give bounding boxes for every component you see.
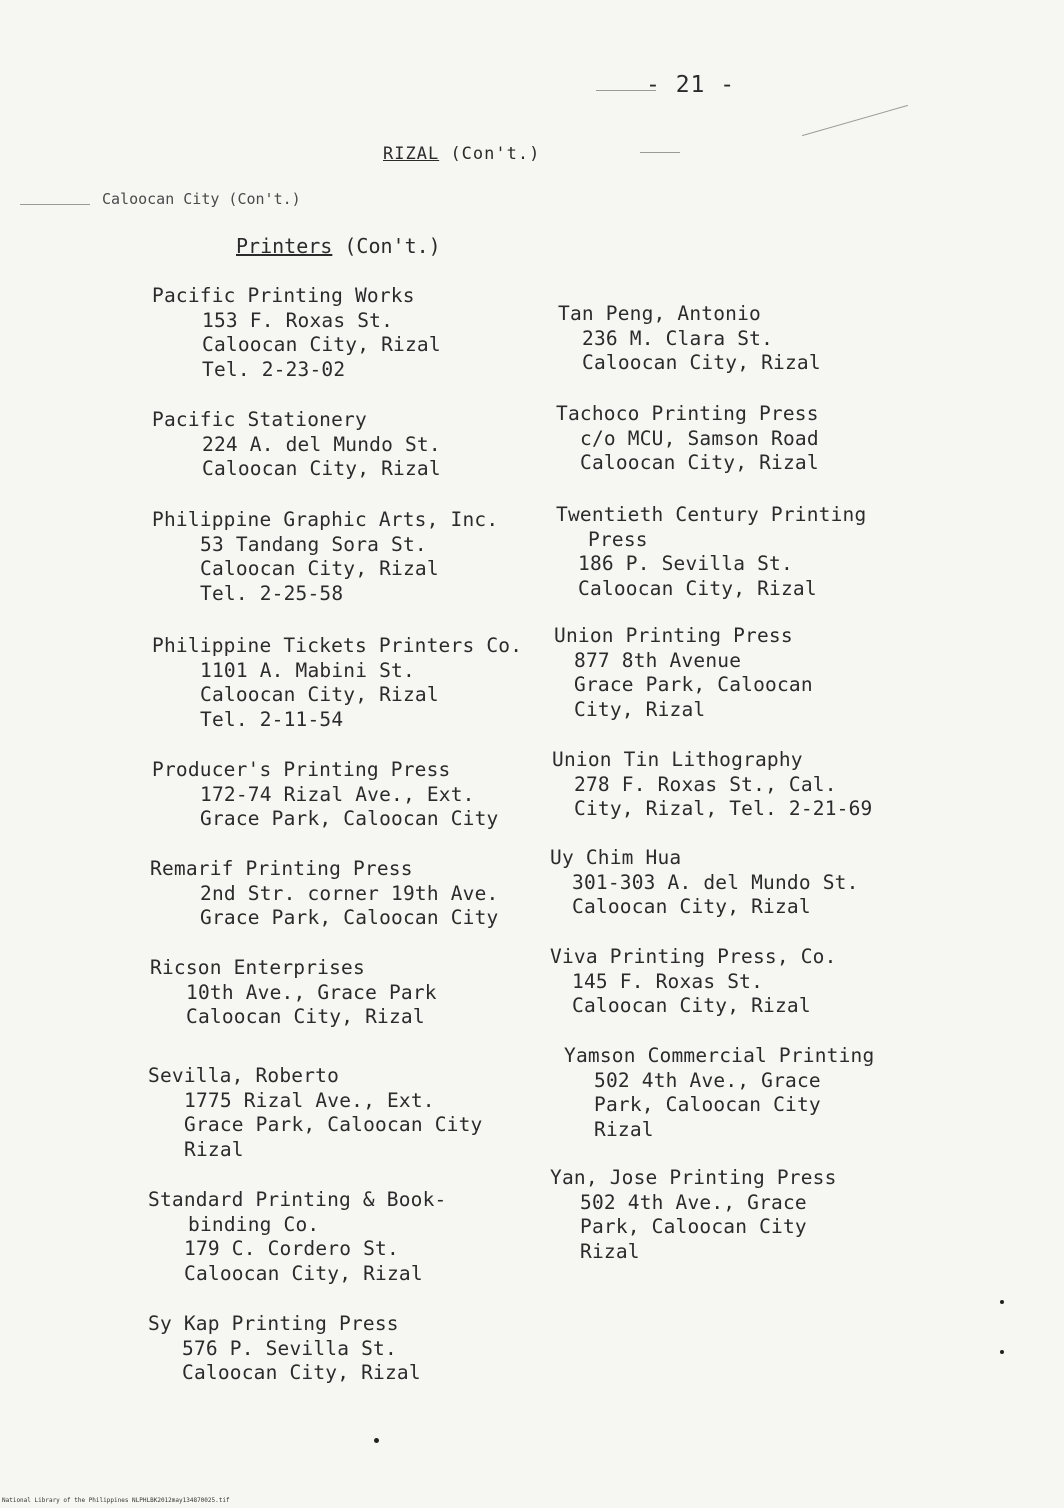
ink-dot <box>1000 1300 1004 1304</box>
entry-name: Yamson Commercial Printing <box>564 1044 875 1067</box>
entry-address: 278 F. Roxas St., Cal. <box>574 772 837 796</box>
entry-city: Caloocan City, Rizal <box>182 1361 421 1384</box>
entry-city: Park, Caloocan City <box>594 1093 821 1116</box>
page-number: - 21 - <box>646 72 736 98</box>
entry-state: Rizal <box>184 1137 244 1161</box>
subsection-heading: Caloocan City (Con't.) <box>102 190 301 208</box>
entry-city: Caloocan City, Rizal <box>582 351 821 374</box>
entry-city: Caloocan City, Rizal <box>578 576 817 600</box>
section-title: RIZAL <box>383 144 440 164</box>
entry-city: Caloocan City, Rizal <box>580 451 819 474</box>
entry-address: 53 Tandang Sora St. <box>200 532 427 556</box>
entry-name: Sy Kap Printing Press <box>148 1312 399 1335</box>
entry-name: Philippine Graphic Arts, Inc. <box>152 508 499 531</box>
entry-address: 502 4th Ave., Grace <box>580 1190 807 1214</box>
entry-name: Remarif Printing Press <box>150 857 413 880</box>
entry-name-cont: Press <box>588 527 648 551</box>
ink-dot <box>374 1438 379 1443</box>
entry-city: Grace Park, Caloocan <box>574 673 813 696</box>
entry-address: 301-303 A. del Mundo St. <box>572 870 859 894</box>
entry-name: Twentieth Century Printing <box>556 503 867 526</box>
list-item <box>148 1064 483 1162</box>
entry-phone: Tel. 2-25-58 <box>200 581 344 605</box>
entry-address: 172-74 Rizal Ave., Ext. <box>200 782 475 806</box>
entry-address: 224 A. del Mundo St. <box>202 432 441 456</box>
entry-city: Grace Park, Caloocan City <box>184 1113 483 1136</box>
section-continued: (Con't.) <box>450 144 541 164</box>
list-item <box>552 748 873 822</box>
entry-city: Caloocan City, Rizal <box>200 557 439 580</box>
entry-address: 236 M. Clara St. <box>582 326 774 350</box>
entry-name: Standard Printing & Book- <box>148 1188 447 1211</box>
entry-address: 153 F. Roxas St. <box>202 308 394 332</box>
entry-name: Pacific Printing Works <box>152 284 415 307</box>
entry-name: Viva Printing Press, Co. <box>550 945 837 968</box>
entry-address: 502 4th Ave., Grace <box>594 1068 821 1092</box>
scan-mark <box>640 152 680 153</box>
list-item <box>150 857 499 931</box>
category-continued: (Con't.) <box>344 234 441 258</box>
entry-phone: Tel. 2-23-02 <box>202 357 346 381</box>
entry-city: Caloocan City, Rizal <box>186 1005 425 1028</box>
list-item <box>550 945 837 1019</box>
list-item <box>152 508 498 606</box>
list-item <box>152 284 441 382</box>
entry-city: Caloocan City, Rizal <box>202 333 441 356</box>
footer-source: National Library of the Philippines NLPHLBK2012may134870025.tif <box>2 1497 230 1504</box>
entry-name: Ricson Enterprises <box>150 956 365 979</box>
entry-name: Yan, Jose Printing Press <box>550 1166 837 1189</box>
entry-address: 2nd Str. corner 19th Ave. <box>200 881 499 905</box>
entry-name: Union Printing Press <box>554 624 793 647</box>
entry-address: 145 F. Roxas St. <box>572 969 764 993</box>
entry-state: Rizal <box>580 1239 640 1263</box>
entry-city: Grace Park, Caloocan City <box>200 906 499 929</box>
entry-address: 179 C. Cordero St. <box>184 1237 399 1260</box>
entry-state: Rizal <box>594 1117 654 1141</box>
list-item <box>152 408 441 482</box>
entry-city: Caloocan City, Rizal <box>202 457 441 480</box>
entry-city: Park, Caloocan City <box>580 1215 807 1238</box>
entry-city: Grace Park, Caloocan City <box>200 807 499 830</box>
entry-city: Caloocan City, Rizal <box>572 994 811 1017</box>
category-title: Printers <box>236 234 333 258</box>
entry-address: 10th Ave., Grace Park <box>186 980 437 1004</box>
list-item <box>152 758 499 832</box>
list-item <box>550 1166 837 1264</box>
list-item <box>550 846 859 920</box>
list-item <box>152 634 522 732</box>
entry-phone: Tel. 2-11-54 <box>200 707 344 731</box>
entry-address: 1775 Rizal Ave., Ext. <box>184 1088 435 1112</box>
list-item <box>558 302 821 376</box>
scan-mark <box>20 204 90 205</box>
list-item <box>564 1044 874 1142</box>
entry-name: Philippine Tickets Printers Co. <box>152 634 523 657</box>
entry-name: Pacific Stationery <box>152 408 367 431</box>
entry-city: Caloocan City, Rizal <box>200 683 439 706</box>
entry-name: Union Tin Lithography <box>552 748 803 771</box>
entry-name: Producer's Printing Press <box>152 758 451 781</box>
entry-city: Caloocan City, Rizal <box>572 895 811 918</box>
list-item <box>554 624 813 722</box>
entry-name-cont: binding Co. <box>188 1212 320 1236</box>
entry-name: Tachoco Printing Press <box>556 402 819 425</box>
list-item <box>556 402 819 476</box>
scan-mark <box>802 105 908 136</box>
list-item <box>148 1188 447 1286</box>
entry-address: 576 P. Sevilla St. <box>182 1336 397 1360</box>
entry-address: 186 P. Sevilla St. <box>578 552 793 575</box>
entry-name: Tan Peng, Antonio <box>558 302 761 325</box>
list-item <box>148 1312 421 1386</box>
entry-state: City, Rizal <box>574 697 706 721</box>
section-heading <box>383 144 540 164</box>
entry-address: 1101 A. Mabini St. <box>200 658 415 682</box>
entry-city: Caloocan City, Rizal <box>184 1261 423 1285</box>
entry-address: c/o MCU, Samson Road <box>580 426 819 450</box>
entry-address: 877 8th Avenue <box>574 648 742 672</box>
entry-name: Sevilla, Roberto <box>148 1064 340 1087</box>
list-item <box>556 503 866 601</box>
ink-dot <box>1000 1350 1004 1354</box>
entry-city-phone: City, Rizal, Tel. 2-21-69 <box>574 797 873 820</box>
list-item <box>150 956 437 1030</box>
category-heading <box>236 234 441 258</box>
entry-name: Uy Chim Hua <box>550 846 682 869</box>
